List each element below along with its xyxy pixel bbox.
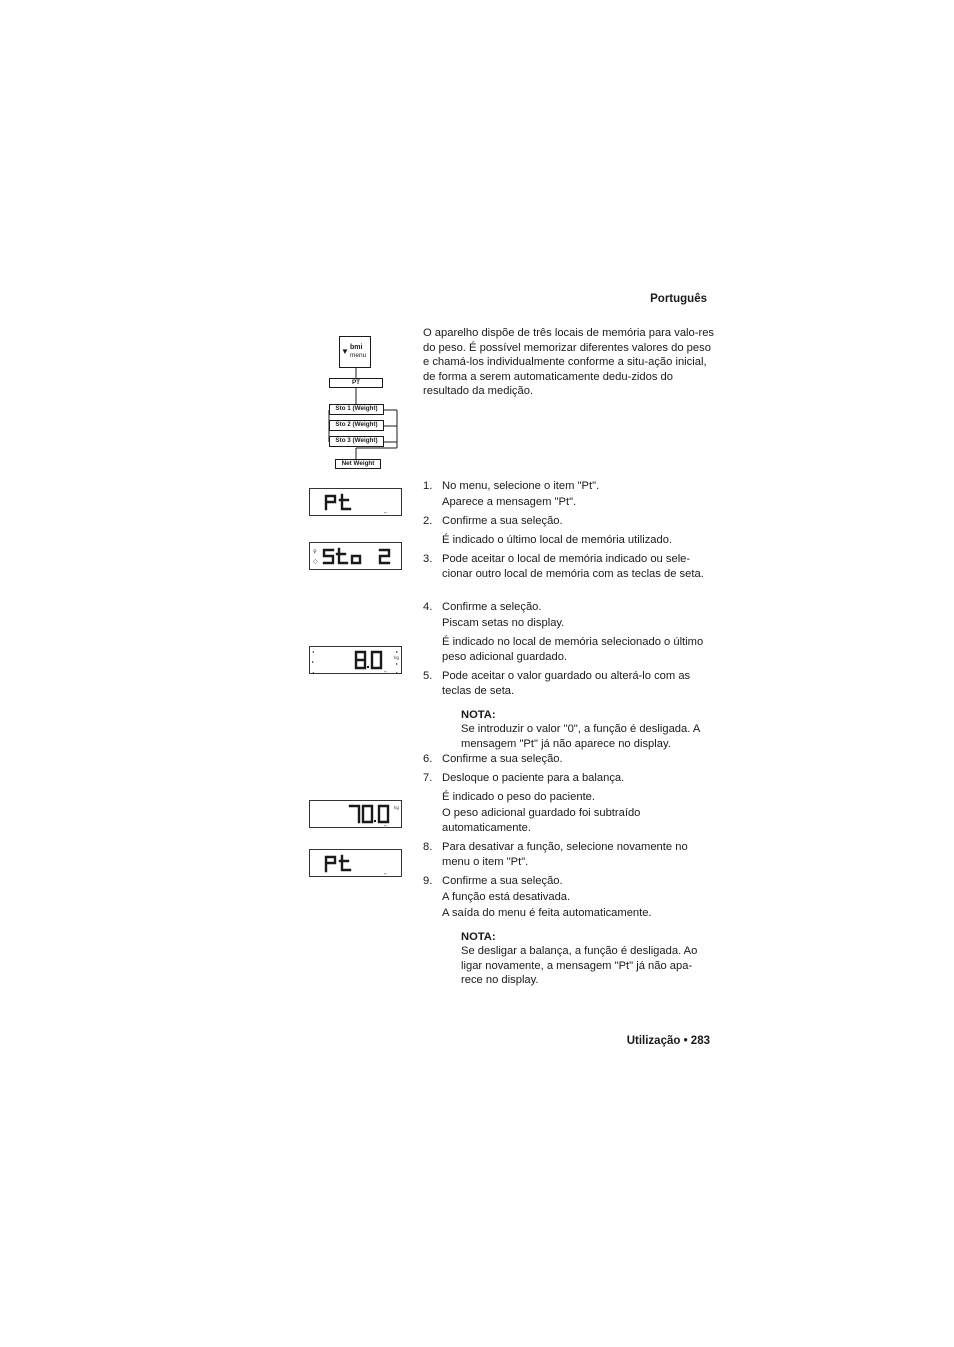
step-text: Confirme a seleção. (442, 601, 542, 613)
step-number: 3. (423, 553, 433, 565)
svg-text:ᴾᵀ: ᴾᵀ (384, 670, 388, 675)
step-number: 1. (423, 480, 433, 492)
down-arrow-icon: ▼ (341, 347, 349, 356)
svg-text:▸: ▸ (396, 649, 399, 654)
menu-item-pt: PT (329, 378, 383, 388)
svg-text:▸: ▸ (312, 659, 315, 664)
svg-text:♀: ♀ (313, 549, 317, 555)
svg-text:kg: kg (394, 805, 399, 810)
step-number: 9. (423, 875, 433, 887)
step-5 (423, 669, 713, 700)
svg-text:ᴾᵀ: ᴾᵀ (384, 872, 388, 877)
bmi-menu-key (339, 336, 371, 368)
page-language-header: Português (650, 293, 707, 305)
step-number: 4. (423, 601, 433, 613)
intro-paragraph: O aparelho dispõe de três locais de memória para valo-res do peso. É possível memorizar diferentes valores do peso e chamá-los individualmente conforme a situ-ação inicial, de forma a serem automaticamente dedu-zidos do resultado da medição. (423, 327, 715, 398)
lcd-display-pt-off (309, 849, 402, 877)
step-8 (423, 840, 713, 871)
step-text: Pode aceitar o local de memória indicado ou sele-cionar outro local de memória com as teclas de seta. (442, 553, 704, 581)
step-text: Confirme a sua seleção. (442, 753, 563, 765)
step-text: Confirme a sua seleção. (442, 875, 563, 887)
svg-text:◂: ◂ (312, 649, 315, 654)
result-7b: O peso adicional guardado foi subtraído automaticamente. (442, 807, 641, 835)
lcd-segments (310, 850, 403, 878)
result-9a: A função está desativada. (442, 891, 571, 903)
result-1: Aparece a mensagem "Pt". (442, 496, 577, 508)
menu-item-sto2: Sto 2 (Weight) (329, 420, 384, 431)
lcd-segments (310, 801, 403, 829)
step-text: Desloque o paciente para a balança. (442, 772, 625, 784)
note-text: Se desligar a balança, a função é desligada. Ao ligar novamente, a mensagem "Pt" já não apa-rece no display. (461, 945, 698, 986)
note-title: NOTA: (461, 931, 496, 943)
note-2 (461, 930, 713, 987)
svg-text:◇: ◇ (313, 558, 318, 565)
step-3 (423, 552, 713, 583)
note-1 (461, 708, 713, 751)
step-text: No menu, selecione o item "Pt". (442, 480, 600, 492)
menu-navigation-diagram (325, 334, 405, 474)
step-number: 7. (423, 772, 433, 784)
lcd-segments (310, 543, 403, 571)
step-number: 6. (423, 753, 433, 765)
result-7a: É indicado o peso do paciente. (442, 791, 596, 803)
lcd-display-sto2 (309, 542, 402, 570)
step-text: Confirme a sua seleção. (442, 515, 563, 527)
step-number: 2. (423, 515, 433, 527)
svg-text:ᴾᵀ: ᴾᵀ (384, 511, 388, 516)
page-footer: Utilização • 283 (626, 1035, 710, 1047)
step-text: Pode aceitar o valor guardado ou alterá-lo com as teclas de seta. (442, 670, 691, 698)
step-9 (423, 874, 713, 889)
result-2: É indicado o último local de memória utilizado. (442, 534, 673, 546)
svg-text:◂: ◂ (312, 670, 315, 675)
step-text: Para desativar a função, selecione novamente no menu o item "Pt". (442, 841, 688, 869)
menu-item-sto1: Sto 1 (Weight) (329, 404, 384, 415)
step-number: 5. (423, 670, 433, 682)
step-7 (423, 771, 713, 786)
svg-text:▸: ▸ (396, 670, 399, 675)
lcd-segments (310, 647, 403, 675)
lcd-display-70-0 (309, 800, 402, 828)
menu-item-sto3: Sto 3 (Weight) (329, 436, 384, 447)
lcd-display-8-0 (309, 646, 402, 674)
result-4b: É indicado no local de memória selecionado o último peso adicional guardado. (442, 636, 704, 664)
svg-text:kg: kg (394, 655, 399, 660)
lcd-segments (310, 489, 403, 517)
step-1 (423, 479, 713, 494)
menu-item-net-weight: Net Weight (335, 459, 381, 469)
step-2 (423, 514, 713, 529)
note-title: NOTA: (461, 709, 496, 721)
step-6 (423, 752, 713, 767)
note-text: Se introduzir o valor "0", a função é desligada. A mensagem "Pt" já não aparece no display. (461, 723, 700, 750)
step-4 (423, 600, 713, 615)
lcd-display-pt (309, 488, 402, 516)
svg-text:▸: ▸ (396, 661, 399, 666)
key-label-bmi: bmi (350, 344, 363, 351)
key-label-menu: menu (350, 352, 367, 359)
result-9b: A saída do menu é feita automaticamente. (442, 907, 652, 919)
svg-text:ᴾᵀ: ᴾᵀ (384, 824, 388, 829)
result-4a: Piscam setas no display. (442, 617, 565, 629)
step-number: 8. (423, 841, 433, 853)
